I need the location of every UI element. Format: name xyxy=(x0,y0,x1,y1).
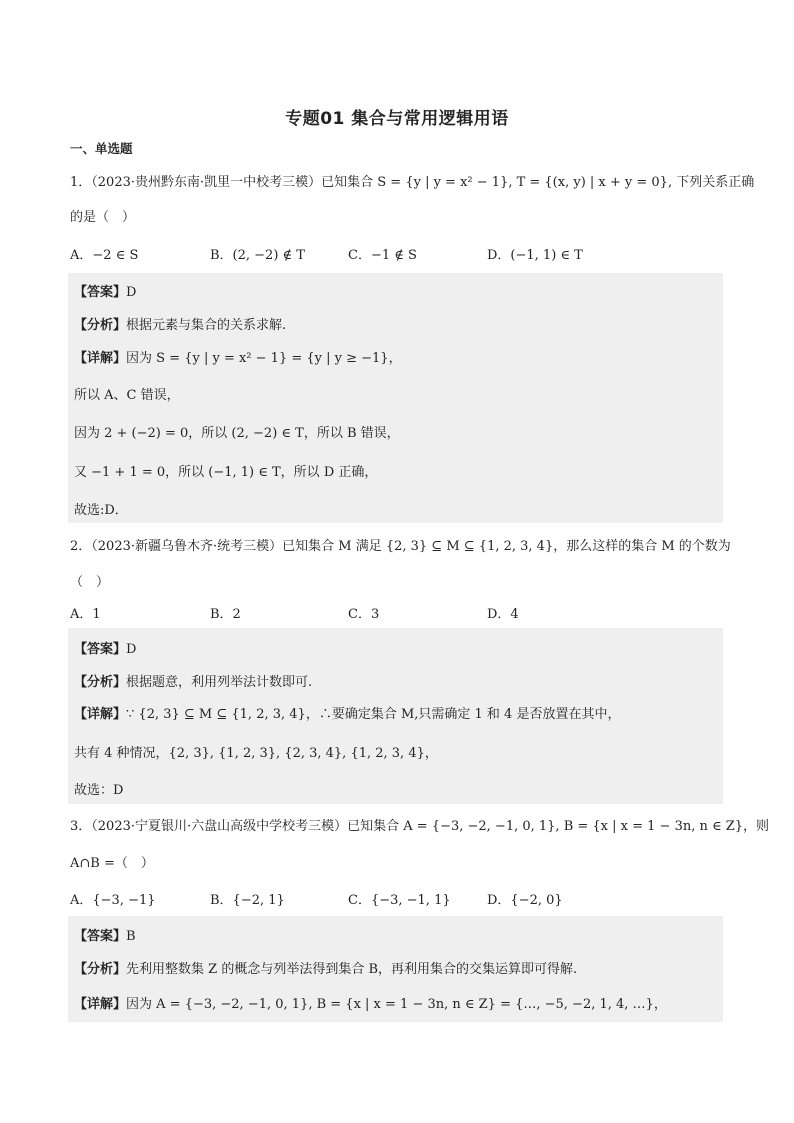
q2-stem-line2: （ ） xyxy=(70,575,110,590)
q3-choice-c: C．{−3, −1, 1} xyxy=(348,893,451,908)
q3-choice-d: D．{−2, 0} xyxy=(487,893,563,908)
q2-answer: D xyxy=(126,642,137,657)
q2-choice-a: A．1 xyxy=(70,607,101,622)
q1-choice-b: B．(2, −2) ∉ T xyxy=(210,248,305,263)
analysis-tag: 【分析】 xyxy=(74,962,127,977)
page-title: 专题01 集合与常用逻辑用语 xyxy=(285,109,509,129)
q1-choice-a: A．−2 ∈ S xyxy=(70,248,139,263)
answer-tag: 【答案】 xyxy=(74,642,127,657)
answer-tag: 【答案】 xyxy=(74,929,127,944)
q1-choice-c: C．−1 ∉ S xyxy=(348,248,417,263)
q2-analysis-line xyxy=(74,671,312,690)
q3-solution-box xyxy=(68,916,723,1022)
section-heading: 一、单选题 xyxy=(70,141,133,156)
analysis-tag: 【分析】 xyxy=(74,675,127,690)
q2-answer-line xyxy=(74,638,136,657)
q3-analysis: 先利用整数集 Z 的概念与列举法得到集合 B，再利用集合的交集运算即可得解. xyxy=(126,962,578,977)
q1-stem-line1: 1．（2023·贵州黔东南·凯里一中校考三模）已知集合 S = {y | y = x² − 1}, T = {(x, y) | x + y = 0}, 下列关系正确 xyxy=(70,175,755,190)
q2-detail-2: 故选：D xyxy=(74,783,124,798)
q3-choice-b: B．{−2, 1} xyxy=(210,893,285,908)
q2-detail-1: 共有 4 种情况，{2, 3}, {1, 2, 3}, {2, 3, 4}, {1, 2, 3, 4}， xyxy=(74,746,438,761)
q2-choice-b: B．2 xyxy=(210,607,241,622)
q1-choice-d: D．(−1, 1) ∈ T xyxy=(487,248,583,263)
q1-answer-line xyxy=(74,281,136,300)
q2-detail-line xyxy=(74,703,620,722)
q2-solution-box xyxy=(68,628,723,804)
q3-choice-a: A．{−3, −1} xyxy=(70,893,156,908)
q3-detail-0: 因为 A = {−3, −2, −1, 0, 1}, B = {x | x = 1 − 3n, n ∈ Z} = {…, −5, −2, 1, 4, …}， xyxy=(126,997,667,1012)
q3-answer-line xyxy=(74,925,136,944)
q2-detail-0: ∵ {2, 3} ⊆ M ⊆ {1, 2, 3, 4}，∴要确定集合 M,只需确定 1 和 4 是否放置在其中， xyxy=(126,707,621,722)
q2-analysis: 根据题意，利用列举法计数即可. xyxy=(126,675,313,690)
detail-tag: 【详解】 xyxy=(74,707,127,722)
q1-answer: D xyxy=(126,285,137,300)
detail-tag: 【详解】 xyxy=(74,997,127,1012)
q1-detail-4: 故选:D． xyxy=(74,503,128,518)
q3-detail-line xyxy=(74,993,667,1012)
q1-analysis-line xyxy=(74,314,286,333)
q2-stem-line1: 2．（2023·新疆乌鲁木齐·统考三模）已知集合 M 满足 {2, 3} ⊆ M ⊆ {1, 2, 3, 4}，那么这样的集合 M 的个数为 xyxy=(70,539,731,554)
q2-choice-c: C．3 xyxy=(348,607,380,622)
q1-detail-2: 因为 2 + (−2) = 0，所以 (2, −2) ∈ T，所以 B 错误， xyxy=(74,426,400,441)
q3-stem-line2: A∩B =（ ） xyxy=(70,856,154,871)
q3-answer: B xyxy=(126,929,136,944)
q1-stem-line2: 的是（ ） xyxy=(70,210,136,225)
q1-detail-3: 又 −1 + 1 = 0，所以 (−1, 1) ∈ T，所以 D 正确， xyxy=(74,465,378,480)
q3-analysis-line xyxy=(74,958,577,977)
q1-detail-line xyxy=(74,347,402,366)
q2-choice-d: D．4 xyxy=(487,607,519,622)
analysis-tag: 【分析】 xyxy=(74,318,127,333)
q3-stem-line1: 3．（2023·宁夏银川·六盘山高级中学校考三模）已知集合 A = {−3, −2, −1, 0, 1}, B = {x | x = 1 − 3n, n ∈ Z}，则 xyxy=(70,819,770,834)
q1-detail-0: 因为 S = {y | y = x² − 1} = {y | y ≥ −1}， xyxy=(126,351,402,366)
q1-solution-box xyxy=(68,273,723,523)
detail-tag: 【详解】 xyxy=(74,351,127,366)
q1-analysis: 根据元素与集合的关系求解. xyxy=(126,318,287,333)
q1-detail-1: 所以 A、C 错误， xyxy=(74,388,180,403)
answer-tag: 【答案】 xyxy=(74,285,127,300)
